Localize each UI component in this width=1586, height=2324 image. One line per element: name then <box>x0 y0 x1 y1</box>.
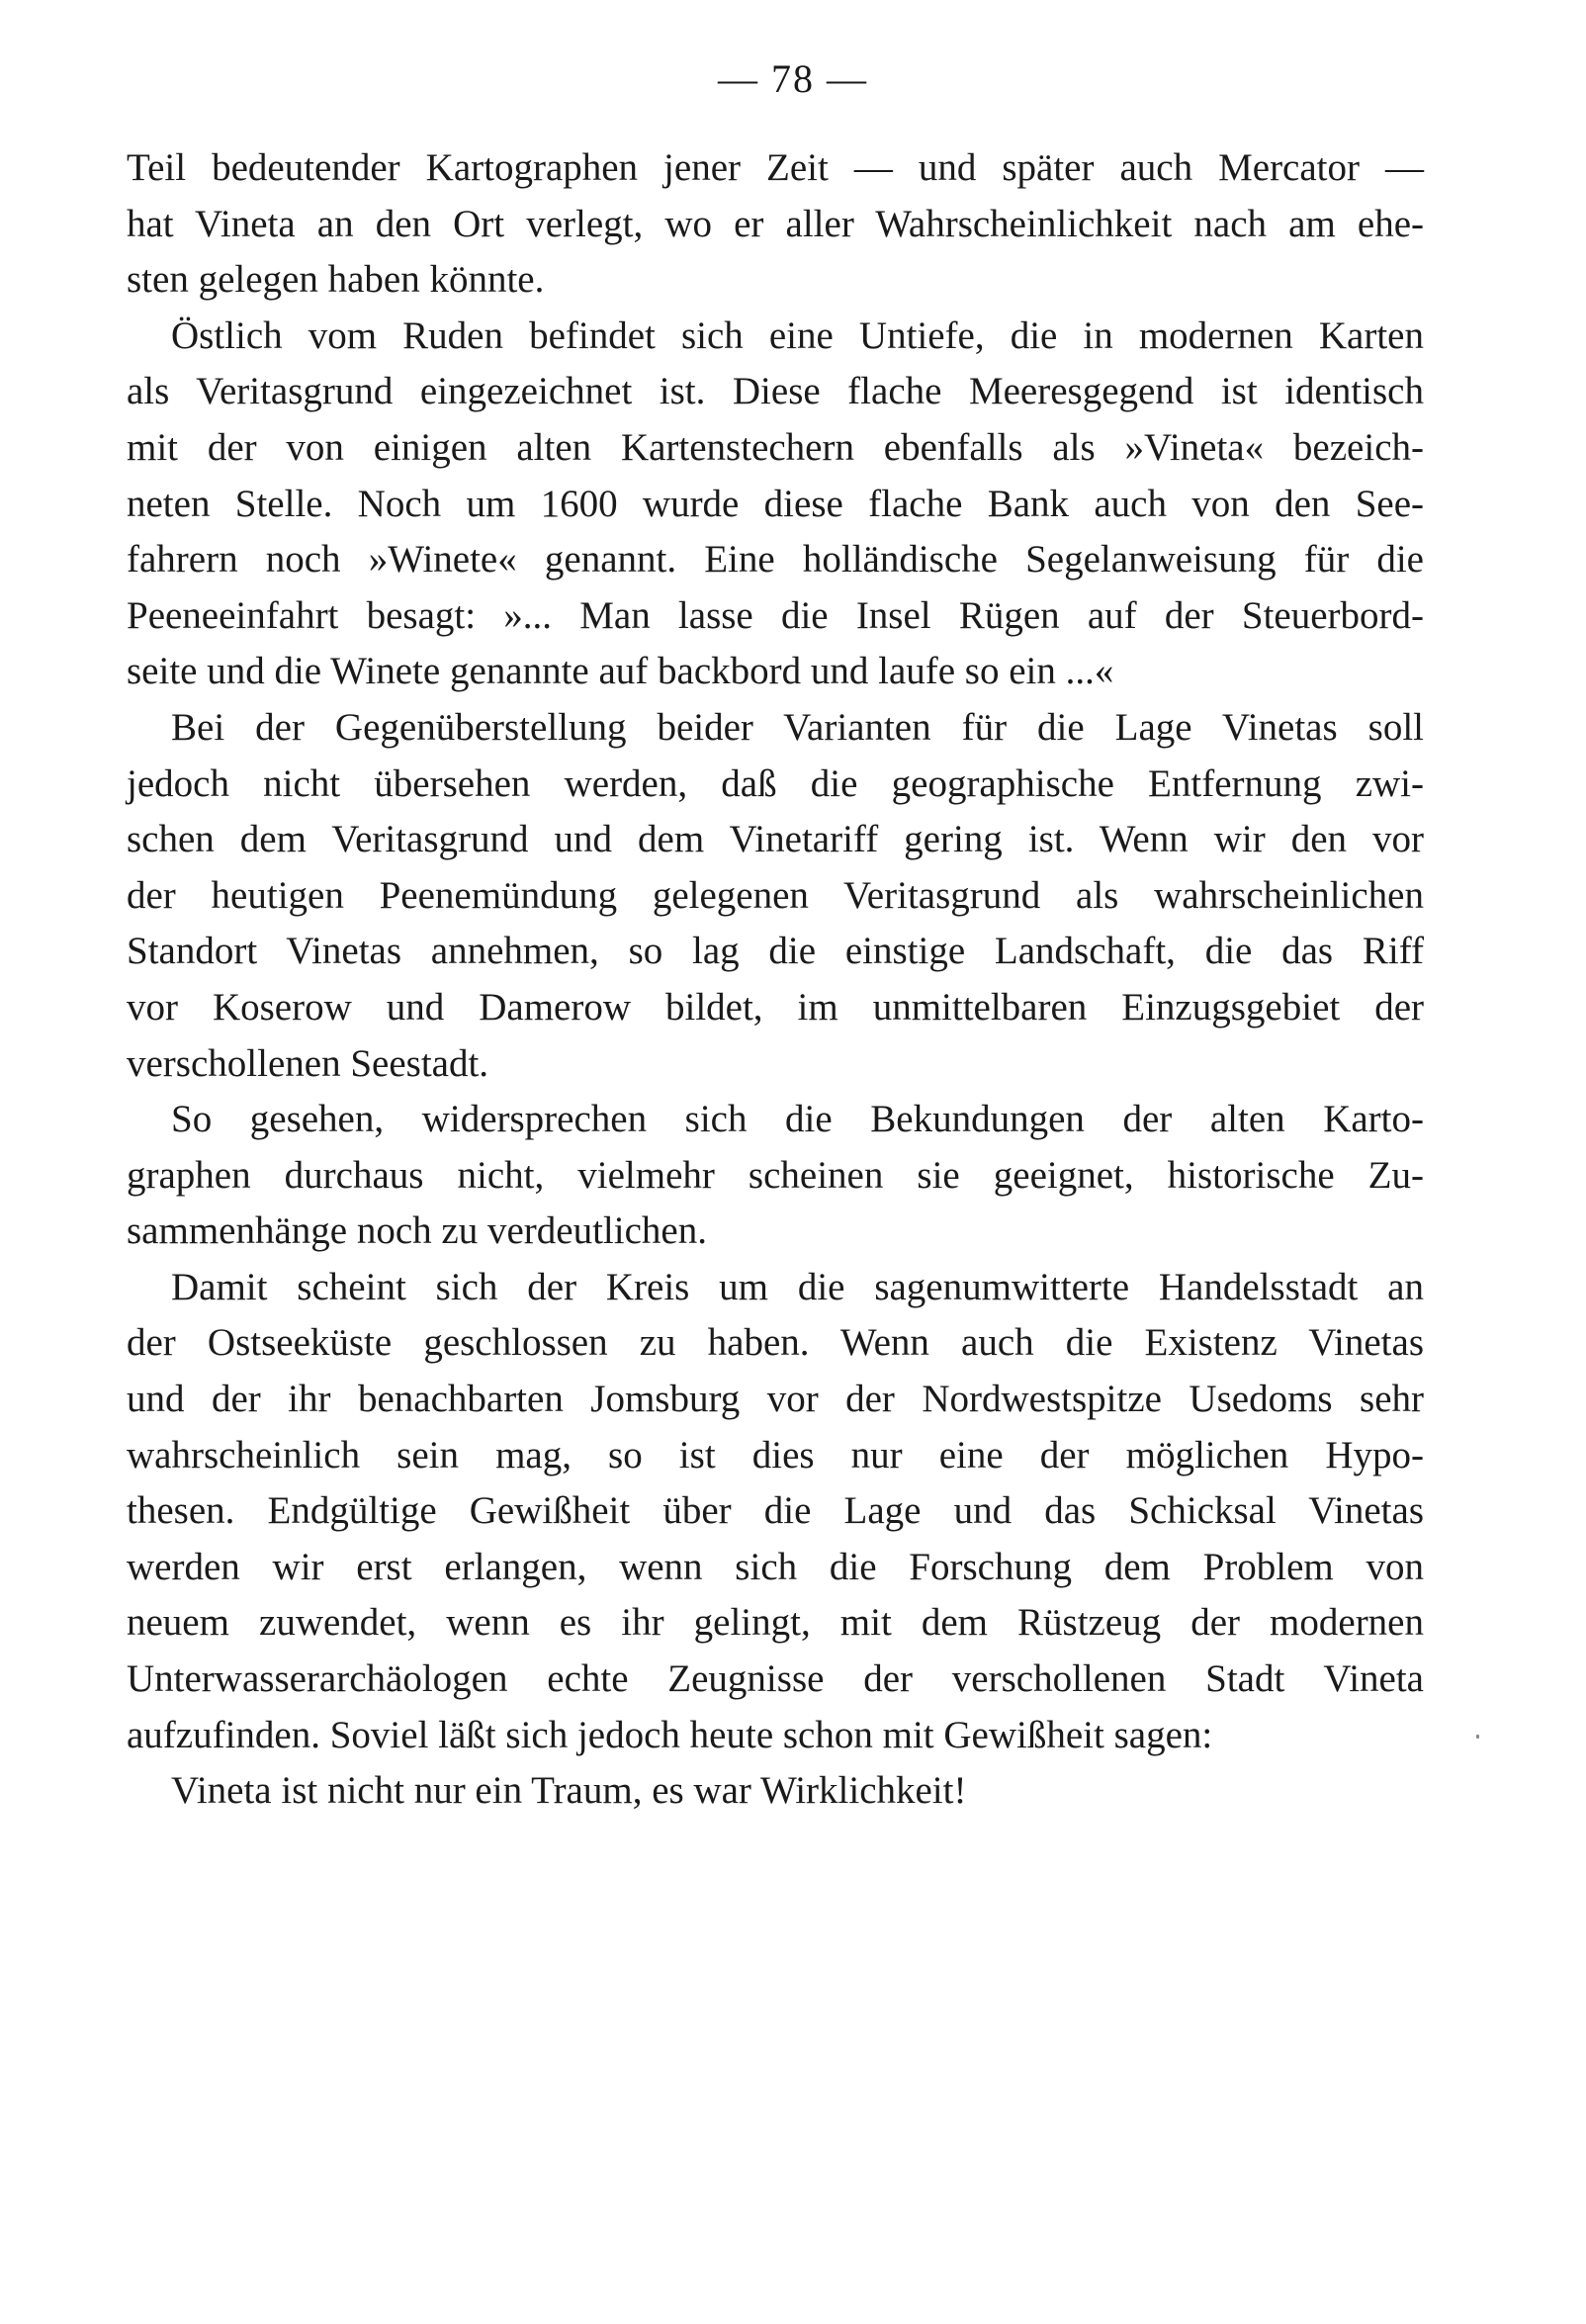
paragraph <box>127 140 1424 309</box>
text-line: wahrscheinlich sein mag, so ist dies nur eine der möglichen Hypo- <box>127 1433 1424 1476</box>
text-line: Bei der Gegenüberstellung beider Varianten für die Lage Vinetas soll <box>171 705 1424 749</box>
paragraph <box>127 700 1424 1092</box>
text-line: Peeneeinfahrt besagt: »... Man lasse die Insel Rügen auf der Steuerbord- <box>127 593 1424 637</box>
text-line: So gesehen, widersprechen sich die Bekundungen der alten Karto- <box>171 1098 1424 1141</box>
text-line: fahrern noch »Winete« genannt. Eine holländische Segelanweisung für die <box>127 538 1424 581</box>
paragraph <box>127 1763 1424 1820</box>
text-line: der heutigen Peenemündung gelegenen Veritasgrund als wahrscheinlichen <box>127 873 1424 917</box>
stray-ink-mark <box>1476 1735 1479 1739</box>
text-line: Damit scheint sich der Kreis um die sagenumwitterte Handelsstadt an <box>171 1265 1424 1308</box>
paragraph <box>127 1260 1424 1763</box>
text-line: Standort Vinetas annehmen, so lag die einstige Landschaft, die das Riff <box>127 930 1424 973</box>
text-line: vor Koserow und Damerow bildet, im unmittelbaren Einzugsgebiet der <box>127 985 1424 1028</box>
text-line: sammenhänge noch zu verdeutlichen. <box>127 1209 707 1253</box>
text-line: Teil bedeutender Kartographen jener Zeit — und später auch Mercator — <box>127 146 1424 189</box>
text-line: als Veritasgrund eingezeichnet ist. Diese flache Meeresgegend ist identisch <box>127 370 1424 413</box>
text-line: thesen. Endgültige Gewißheit über die Lage und das Schicksal Vinetas <box>127 1489 1424 1533</box>
text-line: graphen durchaus nicht, vielmehr scheinen sie geeignet, historische Zu- <box>127 1153 1424 1197</box>
text-line: der Ostseeküste geschlossen zu haben. Wenn auch die Existenz Vinetas <box>127 1321 1424 1365</box>
body-text <box>127 140 1424 1820</box>
paragraph <box>127 1092 1424 1260</box>
text-line: neten Stelle. Noch um 1600 wurde diese flache Bank auch von den See- <box>127 482 1424 525</box>
text-line: hat Vineta an den Ort verlegt, wo er aller Wahrscheinlichkeit nach am ehe- <box>127 202 1424 245</box>
text-line: Vineta ist nicht nur ein Traum, es war Wirklichkeit! <box>171 1769 967 1813</box>
text-line: sten gelegen haben könnte. <box>127 258 545 302</box>
page-number: — 78 — <box>718 56 868 101</box>
text-line: verschollenen Seestadt. <box>127 1041 489 1085</box>
text-line: Östlich vom Ruden befindet sich eine Untiefe, die in modernen Karten <box>171 313 1424 357</box>
text-line: jedoch nicht übersehen werden, daß die geographische Entfernung zwi- <box>127 761 1424 805</box>
text-line: Unterwasserarchäologen echte Zeugnisse der verschollenen Stadt Vineta <box>127 1657 1424 1701</box>
text-line: werden wir erst erlangen, wenn sich die Forschung dem Problem von <box>127 1545 1424 1588</box>
paragraph <box>127 309 1424 700</box>
text-line: seite und die Winete genannte auf backbord und laufe so ein ...« <box>127 650 1114 693</box>
text-line: mit der von einigen alten Kartenstechern ebenfalls als »Vineta« bezeich- <box>127 425 1424 469</box>
text-line: aufzufinden. Soviel läßt sich jedoch heute schon mit Gewißheit sagen: <box>127 1713 1213 1756</box>
text-line: und der ihr benachbarten Jomsburg vor der Nordwestspitze Usedoms sehr <box>127 1378 1424 1421</box>
text-line: neuem zuwendet, wenn es ihr gelingt, mit dem Rüstzeug der modernen <box>127 1601 1424 1645</box>
text-line: schen dem Veritasgrund und dem Vinetariff gering ist. Wenn wir den vor <box>127 818 1424 861</box>
